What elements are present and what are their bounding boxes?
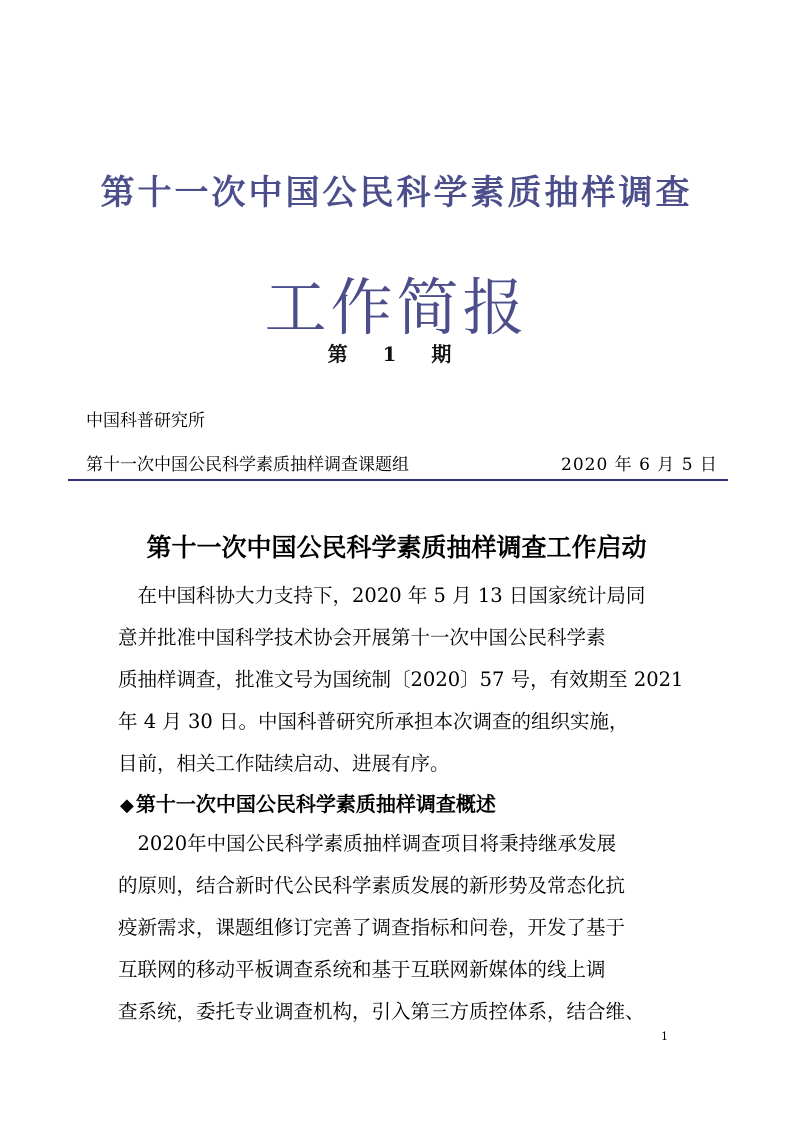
paragraph-line: 的原则，结合新时代公民科学素质发展的新形势及常态化抗 xyxy=(118,874,626,897)
page-number: 1 xyxy=(661,1030,668,1043)
section-heading-text: 第十一次中国公民科学素质抽样调查概述 xyxy=(135,792,496,816)
paragraph-line: 意并批准中国科学技术协会开展第十一次中国公民科学素 xyxy=(118,626,606,649)
banner-title: 第十一次中国公民科学素质抽样调查 xyxy=(100,173,693,213)
organization-name: 中国科普研究所 xyxy=(86,411,205,431)
paragraph-line: 目前，相关工作陆续启动、进展有序。 xyxy=(118,752,450,775)
paragraph-line: 在中国科协大力支持下，2020 年 5 月 13 日国家统计局同 xyxy=(118,584,646,607)
paragraph-line: 互联网的移动平板调查系统和基于互联网新媒体的线上调 xyxy=(118,958,606,981)
paragraph-line: 疫新需求，课题组修订完善了调查指标和问卷，开发了基于 xyxy=(118,916,626,939)
publish-date: 2020 年 6 月 5 日 xyxy=(561,455,718,475)
diamond-bullet-icon: ◆ xyxy=(120,795,134,816)
brief-title: 工作简报 xyxy=(264,271,529,344)
paragraph-1 xyxy=(118,575,684,785)
paragraph-line: 查系统，委托专业调查机构，引入第三方质控体系，结合维、 xyxy=(118,1000,645,1023)
section-heading xyxy=(120,788,496,817)
project-group-name: 第十一次中国公民科学素质抽样调查课题组 xyxy=(86,455,409,475)
paragraph-line: 年 4 月 30 日。中国科普研究所承担本次调查的组织实施， xyxy=(118,710,629,733)
paragraph-line: 2020年中国公民科学素质抽样调查项目将秉持继承发展 xyxy=(118,832,617,855)
article-title: 第十一次中国公民科学素质抽样调查工作启动 xyxy=(146,533,647,562)
issue-number: 第 1 期 xyxy=(327,342,466,366)
paragraph-line: 质抽样调查，批准文号为国统制〔2020〕57 号，有效期至 2021 xyxy=(118,668,684,691)
header-divider xyxy=(68,479,728,481)
paragraph-2 xyxy=(118,823,678,1033)
